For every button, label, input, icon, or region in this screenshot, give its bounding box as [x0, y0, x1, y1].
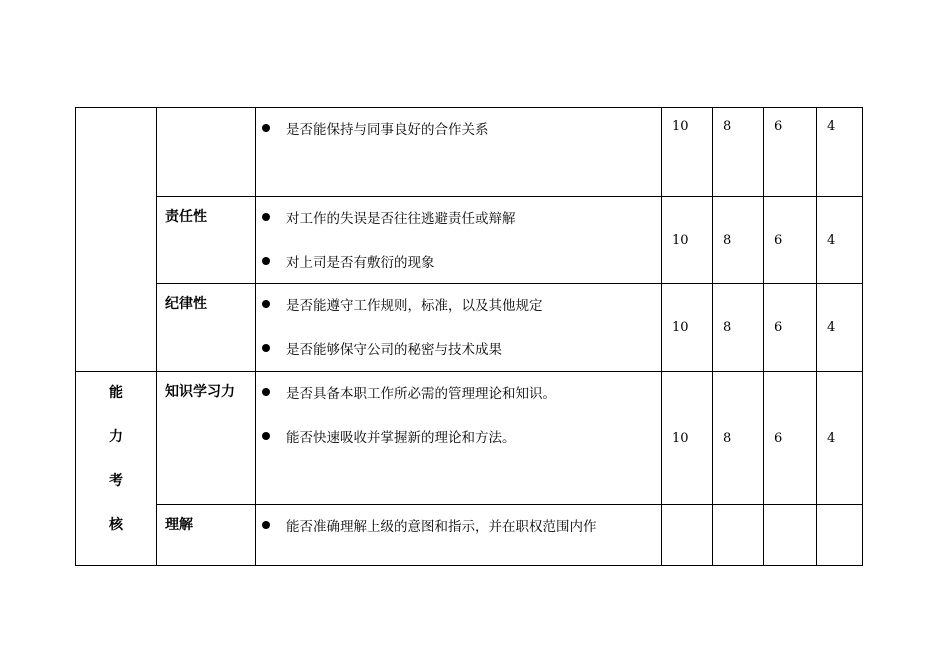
- criteria-line: 是否能遵守工作规则，标准，以及其他规定: [262, 293, 661, 315]
- score-cell: 10: [662, 284, 713, 372]
- bullet-icon: [262, 213, 270, 221]
- table-row: [76, 108, 863, 197]
- criteria-line: 对上司是否有敷衍的现象: [262, 250, 661, 272]
- criteria-line: 是否能保持与同事良好的合作关系: [262, 117, 661, 139]
- item-name-cell: 纪律性: [157, 284, 256, 372]
- bullet-icon: [262, 124, 270, 132]
- score-cell: 4: [817, 372, 863, 505]
- category-char: 考: [109, 473, 123, 489]
- criteria-line: 是否能够保守公司的秘密与技术成果: [262, 337, 661, 359]
- bullet-icon: [262, 344, 270, 352]
- category-cell-empty: [76, 108, 157, 372]
- score-cell: 4: [817, 284, 863, 372]
- score-cell: 8: [713, 108, 764, 197]
- table-row: [76, 284, 863, 372]
- score-cell: 8: [713, 372, 764, 505]
- evaluation-table: [75, 107, 863, 566]
- bullet-icon: [262, 300, 270, 308]
- item-name-cell: 理解: [157, 505, 256, 566]
- criteria-line: 能否快速吸收并掌握新的理论和方法。: [262, 425, 661, 447]
- table-row: [76, 372, 863, 505]
- item-name-cell: 知识学习力: [157, 372, 256, 505]
- score-cell: 6: [764, 197, 817, 284]
- score-cell: 10: [662, 372, 713, 505]
- score-cell: 8: [713, 284, 764, 372]
- score-cell: [662, 505, 713, 566]
- score-cell: 4: [817, 108, 863, 197]
- score-cell: [764, 505, 817, 566]
- score-cell: 4: [817, 197, 863, 284]
- bullet-icon: [262, 388, 270, 396]
- criteria-line: 是否具备本职工作所必需的管理理论和知识。: [262, 381, 661, 403]
- score-cell: 6: [764, 284, 817, 372]
- score-cell: [713, 505, 764, 566]
- category-char: 核: [109, 517, 123, 533]
- item-name-cell: [157, 108, 256, 197]
- criteria-line: 对工作的失误是否往往逃避责任或辩解: [262, 206, 661, 228]
- score-cell: 10: [662, 108, 713, 197]
- criteria-cell: [256, 284, 662, 372]
- category-cell-ability: [76, 372, 157, 566]
- category-char: 力: [109, 429, 123, 445]
- category-char: 能: [109, 385, 123, 401]
- score-cell: 6: [764, 108, 817, 197]
- criteria-line: 能否准确理解上级的意图和指示，并在职权范围内作: [262, 514, 661, 536]
- score-cell: 8: [713, 197, 764, 284]
- criteria-cell: [256, 108, 662, 197]
- item-name-cell: 责任性: [157, 197, 256, 284]
- bullet-icon: [262, 432, 270, 440]
- table-row: [76, 505, 863, 566]
- score-cell: 10: [662, 197, 713, 284]
- criteria-cell: [256, 505, 662, 566]
- table-row: [76, 197, 863, 284]
- bullet-icon: [262, 257, 270, 265]
- criteria-cell: [256, 197, 662, 284]
- bullet-icon: [262, 521, 270, 529]
- criteria-cell: [256, 372, 662, 505]
- score-cell: [817, 505, 863, 566]
- score-cell: 6: [764, 372, 817, 505]
